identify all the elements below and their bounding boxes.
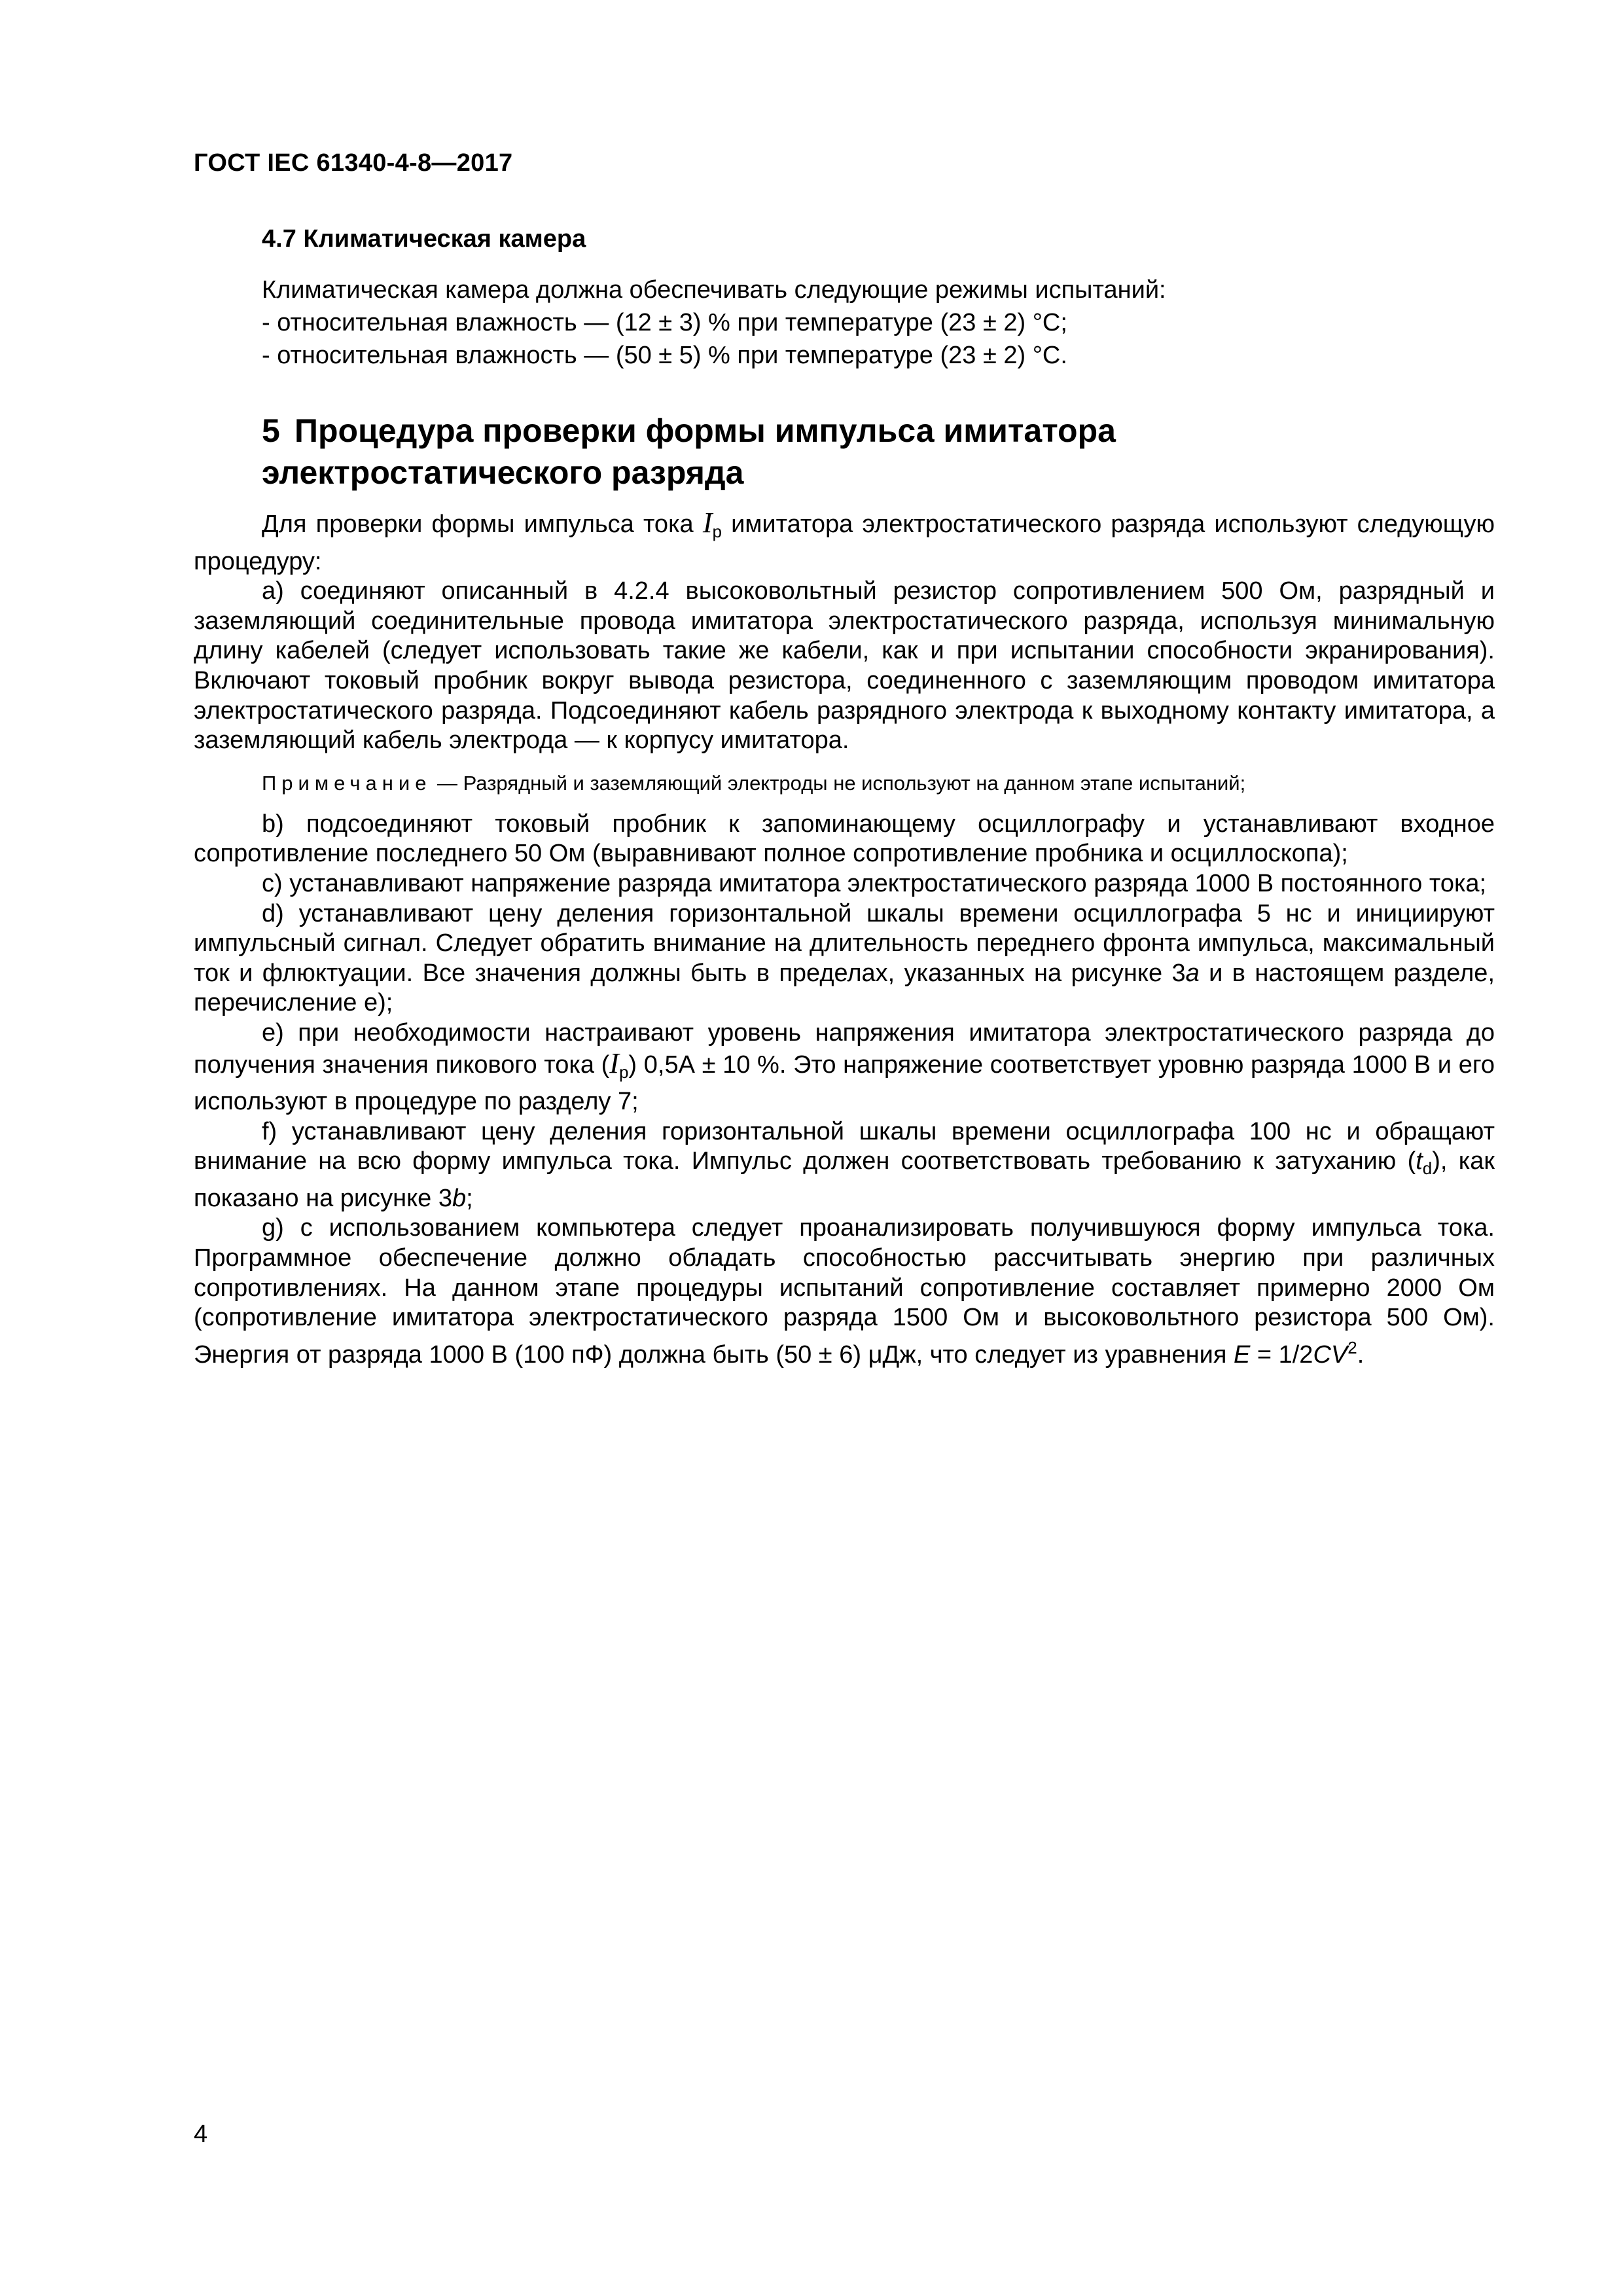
- item-g: g) с использованием компьютера следует проанализировать получившуюся форму импульса тока. Программное обеспечение должно обладать способностью рассчитывать энергию при различных сопротивлениях. На данном этапе процедуры испытаний сопротивление составляет примерно 2000 Ом (сопротивление имитатора электростатического разряда 1500 Ом и высоковольтного резистора 500 Ом). Энергия от разряда 1000 В (100 пФ) должна быть (50 ± 6) μДж, что следует из уравнения $E = 1/2CV^2$.: [194, 1214, 1495, 1369]
- note: [194, 770, 1495, 797]
- item-b: b) подсоединяют токовый пробник к запоминающему осциллографу и устанавливают входное сопротивление последнего 50 Ом (выравнивают полное сопротивление пробника и осциллоскопа);: [194, 810, 1495, 868]
- note-label: Примечание: [262, 771, 432, 795]
- page-number: 4: [194, 2121, 208, 2148]
- section-title-line1: Процедура проверки формы импульса имитатора: [294, 412, 1116, 449]
- intro-paragraph: Для проверки формы импульса тока $I_p$ имитатора электростатического разряда используют следующую процедуру:: [194, 507, 1495, 575]
- chamber-line: - относительная влажность — (50 ± 5) % при температуре (23 ± 2) °С.: [262, 342, 1067, 369]
- page-header: ГОСТ IEC 61340-4-8—2017: [194, 149, 513, 177]
- item-d: d) устанавливают цену деления горизонтальной шкалы времени осциллографа 5 нс и инициируют импульсный сигнал. Следует обратить внимание на длительность переднего фронта импульса, максимальный ток и флюктуации. Все значения должны быть в пределах, указанных на рисунке 3a и в настоящем разделе, перечисление е);: [194, 899, 1495, 1017]
- section-title: [262, 410, 1505, 493]
- item-c: c) устанавливают напряжение разряда имитатора электростатического разряда 1000 В постоянного тока;: [262, 869, 1487, 897]
- climate-chamber-text: [262, 274, 1505, 372]
- note-text: — Разрядный и заземляющий электроды не используют на данном этапе испытаний;: [431, 771, 1246, 795]
- subsection-title: 4.7 Климатическая камера: [262, 225, 586, 253]
- section-title-line2: электростатического разряда: [262, 454, 744, 491]
- procedure-body: [194, 508, 1495, 1370]
- item-e: e) при необходимости настраивают уровень напряжения имитатора электростатического разряда до получения значения пикового тока $(I_p) 0,5А \pm 10$ %. Это напряжение соответствует уровню разряда 1000 В и его используют в процедуре по разделу 7;: [194, 1018, 1495, 1116]
- item-a: a) соединяют описанный в 4.2.4 высоковольтный резистор сопротивлением 500 Ом, разрядный и заземляющий соединительные провода имитатора электростатического разряда, используя минимальную длину кабелей (следует использовать такие же кабели, как и при испытании способности экранирования). Включают токовый пробник вокруг вывода резистора, соединенного с заземляющим проводом имитатора электростатического разряда. Подсоединяют кабель разрядного электрода к выходному контакту имитатора, а заземляющий кабель электрода — к корпусу имитатора.: [194, 577, 1495, 755]
- section-number: 5: [262, 412, 280, 449]
- chamber-line: Климатическая камера должна обеспечивать следующие режимы испытаний:: [262, 276, 1166, 304]
- item-f: f) устанавливают цену деления горизонтальной шкалы времени осциллографа 100 нс и обращают внимание на всю форму импульса тока. Импульс должен соответствовать требованию к затуханию $(t_d)$, как показано на рисунке 3b;: [194, 1117, 1495, 1212]
- chamber-line: - относительная влажность — (12 ± 3) % при температуре (23 ± 2) °С;: [262, 309, 1067, 336]
